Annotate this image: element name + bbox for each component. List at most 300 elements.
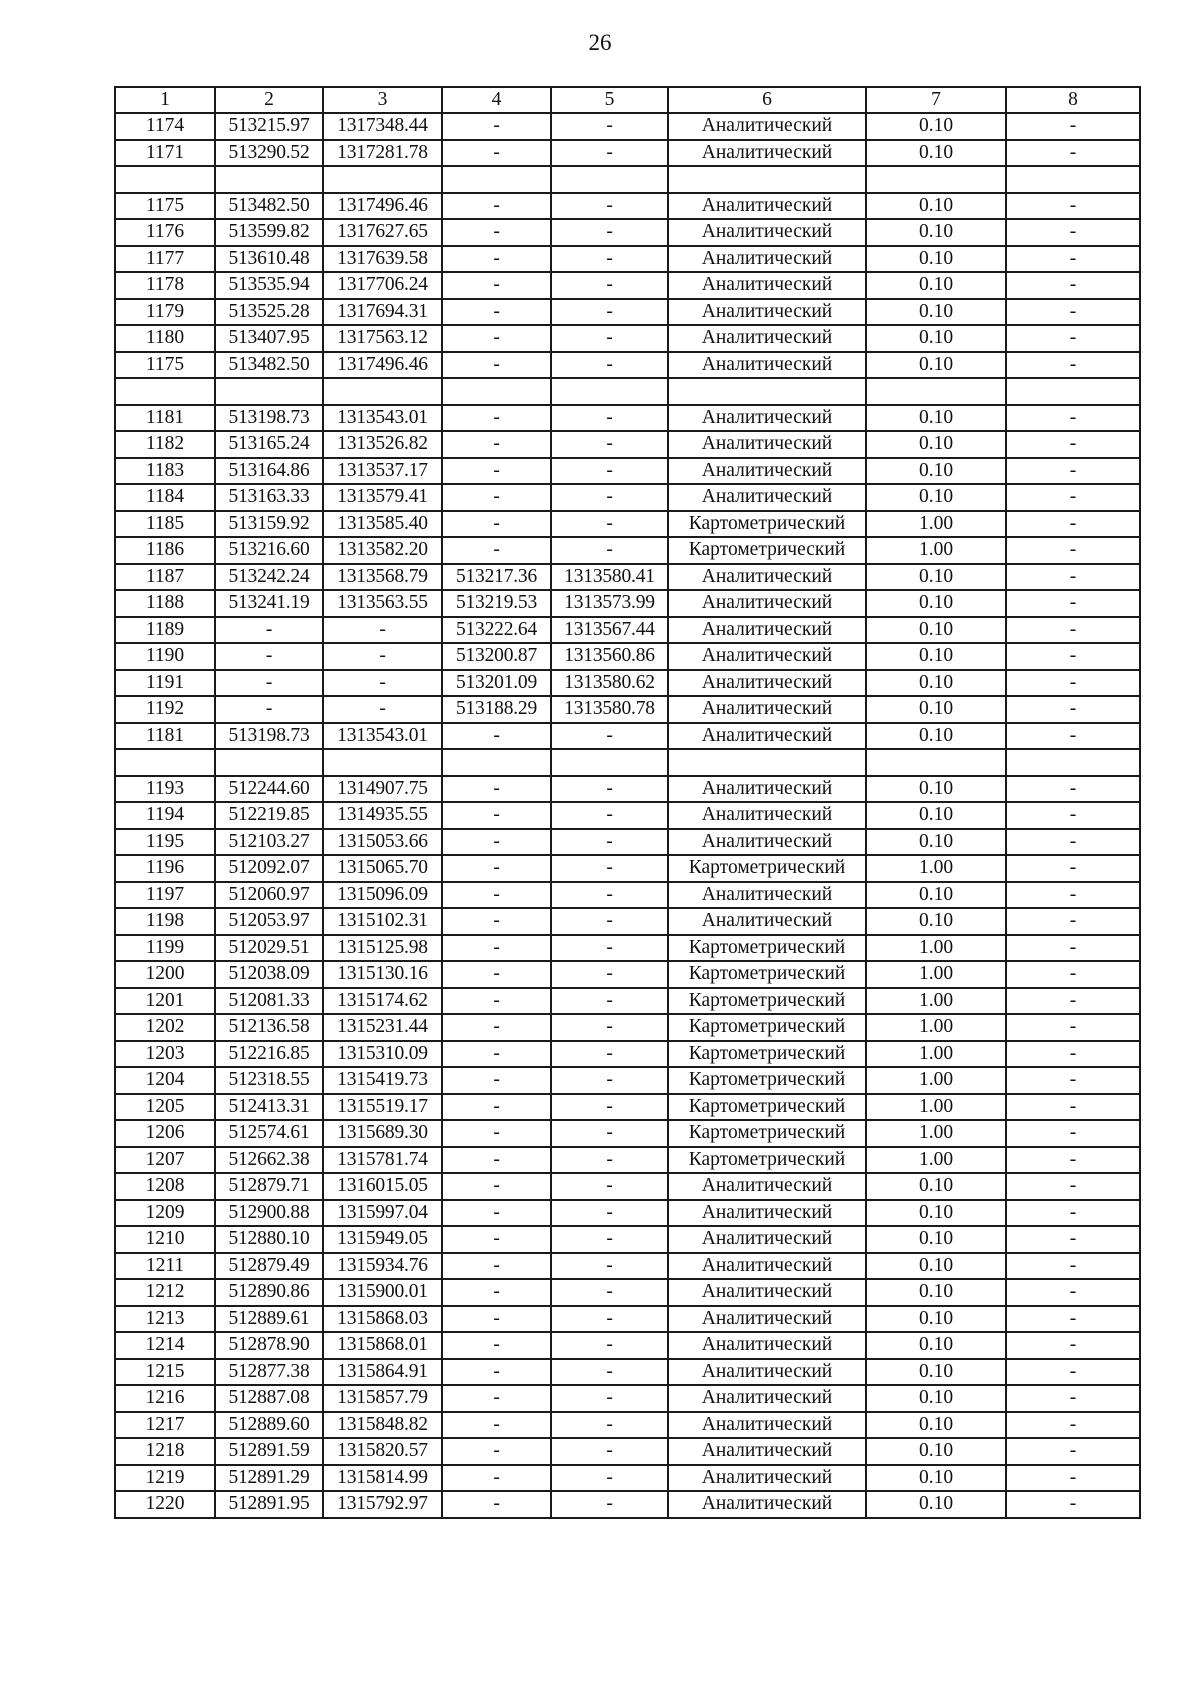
note-cell: - xyxy=(1006,776,1140,803)
y-coordinate-cell: 1317627.65 xyxy=(323,219,442,246)
new-x-cell: - xyxy=(442,1465,551,1492)
point-number-cell: 1192 xyxy=(115,696,215,723)
method-cell: Аналитический xyxy=(668,723,866,750)
point-number-cell: 1209 xyxy=(115,1200,215,1227)
note-cell: - xyxy=(1006,829,1140,856)
note-cell: - xyxy=(1006,1094,1140,1121)
note-cell: - xyxy=(1006,1306,1140,1333)
method-cell: Аналитический xyxy=(668,1412,866,1439)
table-body xyxy=(115,113,1140,1518)
table-row xyxy=(115,617,1140,644)
new-x-cell: - xyxy=(442,1412,551,1439)
point-number-cell: 1219 xyxy=(115,1465,215,1492)
point-number-cell: 1185 xyxy=(115,511,215,538)
note-cell: - xyxy=(1006,193,1140,220)
x-coordinate-cell: 513290.52 xyxy=(215,140,323,167)
accuracy-cell: 0.10 xyxy=(866,908,1006,935)
note-cell: - xyxy=(1006,140,1140,167)
y-coordinate-cell: 1315065.70 xyxy=(323,855,442,882)
point-number-cell: 1189 xyxy=(115,617,215,644)
x-coordinate-cell: 512889.61 xyxy=(215,1306,323,1333)
x-coordinate-cell xyxy=(215,166,323,193)
accuracy-cell: 0.10 xyxy=(866,617,1006,644)
y-coordinate-cell: - xyxy=(323,696,442,723)
note-cell xyxy=(1006,749,1140,776)
note-cell: - xyxy=(1006,1014,1140,1041)
accuracy-cell: 0.10 xyxy=(866,219,1006,246)
point-number-cell: 1213 xyxy=(115,1306,215,1333)
point-number-cell: 1187 xyxy=(115,564,215,591)
note-cell: - xyxy=(1006,1147,1140,1174)
note-cell: - xyxy=(1006,908,1140,935)
new-y-cell: - xyxy=(551,802,668,829)
point-number-cell xyxy=(115,378,215,405)
x-coordinate-cell: 512574.61 xyxy=(215,1120,323,1147)
x-coordinate-cell: 512878.90 xyxy=(215,1332,323,1359)
y-coordinate-cell: 1313568.79 xyxy=(323,564,442,591)
y-coordinate-cell: 1317706.24 xyxy=(323,272,442,299)
note-cell: - xyxy=(1006,113,1140,140)
new-x-cell: - xyxy=(442,1173,551,1200)
y-coordinate-cell: 1315792.97 xyxy=(323,1491,442,1518)
new-y-cell: - xyxy=(551,299,668,326)
table-row xyxy=(115,299,1140,326)
new-x-cell: - xyxy=(442,458,551,485)
new-y-cell: - xyxy=(551,1306,668,1333)
new-y-cell: 1313580.78 xyxy=(551,696,668,723)
new-x-cell: - xyxy=(442,961,551,988)
y-coordinate-cell: 1315857.79 xyxy=(323,1385,442,1412)
note-cell: - xyxy=(1006,1226,1140,1253)
x-coordinate-cell: 512216.85 xyxy=(215,1041,323,1068)
note-cell: - xyxy=(1006,802,1140,829)
y-coordinate-cell: 1315820.57 xyxy=(323,1438,442,1465)
point-number-cell: 1178 xyxy=(115,272,215,299)
table-row xyxy=(115,325,1140,352)
x-coordinate-cell: 512877.38 xyxy=(215,1359,323,1386)
table-row xyxy=(115,511,1140,538)
y-coordinate-cell: - xyxy=(323,670,442,697)
new-x-cell: 513222.64 xyxy=(442,617,551,644)
new-y-cell: - xyxy=(551,511,668,538)
method-cell xyxy=(668,749,866,776)
note-cell: - xyxy=(1006,458,1140,485)
method-cell: Аналитический xyxy=(668,1385,866,1412)
new-y-cell: - xyxy=(551,352,668,379)
x-coordinate-cell: 512891.29 xyxy=(215,1465,323,1492)
new-y-cell xyxy=(551,166,668,193)
accuracy-cell xyxy=(866,166,1006,193)
method-cell: Аналитический xyxy=(668,405,866,432)
x-coordinate-cell: 513198.73 xyxy=(215,405,323,432)
point-number-cell: 1196 xyxy=(115,855,215,882)
accuracy-cell: 0.10 xyxy=(866,564,1006,591)
method-cell: Аналитический xyxy=(668,617,866,644)
new-y-cell: - xyxy=(551,1491,668,1518)
new-x-cell: - xyxy=(442,776,551,803)
note-cell: - xyxy=(1006,325,1140,352)
point-number-cell: 1197 xyxy=(115,882,215,909)
page-number: 26 xyxy=(588,30,612,55)
table-row xyxy=(115,1465,1140,1492)
method-cell: Аналитический xyxy=(668,1491,866,1518)
new-y-cell: - xyxy=(551,1173,668,1200)
column-header: 8 xyxy=(1006,87,1140,113)
table-row xyxy=(115,802,1140,829)
new-x-cell: - xyxy=(442,1041,551,1068)
table-row xyxy=(115,1200,1140,1227)
method-cell: Аналитический xyxy=(668,802,866,829)
new-x-cell: - xyxy=(442,325,551,352)
y-coordinate-cell: 1315900.01 xyxy=(323,1279,442,1306)
note-cell: - xyxy=(1006,935,1140,962)
accuracy-cell: 1.00 xyxy=(866,511,1006,538)
new-y-cell: - xyxy=(551,882,668,909)
table-row xyxy=(115,1279,1140,1306)
method-cell: Аналитический xyxy=(668,829,866,856)
point-number-cell: 1198 xyxy=(115,908,215,935)
point-number-cell: 1195 xyxy=(115,829,215,856)
point-number-cell xyxy=(115,166,215,193)
note-cell: - xyxy=(1006,1067,1140,1094)
y-coordinate-cell: 1313582.20 xyxy=(323,537,442,564)
accuracy-cell: 0.10 xyxy=(866,802,1006,829)
new-y-cell: - xyxy=(551,1438,668,1465)
y-coordinate-cell: 1313543.01 xyxy=(323,405,442,432)
new-x-cell: - xyxy=(442,1385,551,1412)
new-x-cell: - xyxy=(442,1094,551,1121)
method-cell: Картометрический xyxy=(668,1147,866,1174)
y-coordinate-cell: 1317563.12 xyxy=(323,325,442,352)
accuracy-cell: 0.10 xyxy=(866,431,1006,458)
new-x-cell: - xyxy=(442,1200,551,1227)
method-cell: Аналитический xyxy=(668,1200,866,1227)
y-coordinate-cell: 1313563.55 xyxy=(323,590,442,617)
accuracy-cell: 0.10 xyxy=(866,1359,1006,1386)
x-coordinate-cell: 513165.24 xyxy=(215,431,323,458)
accuracy-cell: 0.10 xyxy=(866,590,1006,617)
note-cell: - xyxy=(1006,246,1140,273)
method-cell: Аналитический xyxy=(668,882,866,909)
method-cell: Аналитический xyxy=(668,1438,866,1465)
table-row xyxy=(115,935,1140,962)
point-number-cell: 1181 xyxy=(115,723,215,750)
new-y-cell: - xyxy=(551,405,668,432)
accuracy-cell: 0.10 xyxy=(866,325,1006,352)
note-cell: - xyxy=(1006,272,1140,299)
y-coordinate-cell: 1317639.58 xyxy=(323,246,442,273)
accuracy-cell xyxy=(866,749,1006,776)
table-row xyxy=(115,855,1140,882)
x-coordinate-cell: 512891.95 xyxy=(215,1491,323,1518)
method-cell: Картометрический xyxy=(668,855,866,882)
coordinates-table xyxy=(114,86,1141,1519)
method-cell: Аналитический xyxy=(668,1173,866,1200)
new-x-cell: - xyxy=(442,352,551,379)
point-number-cell: 1182 xyxy=(115,431,215,458)
method-cell: Аналитический xyxy=(668,219,866,246)
table-row xyxy=(115,1120,1140,1147)
method-cell: Аналитический xyxy=(668,1332,866,1359)
table-row xyxy=(115,405,1140,432)
note-cell: - xyxy=(1006,1438,1140,1465)
x-coordinate-cell: 513599.82 xyxy=(215,219,323,246)
note-cell: - xyxy=(1006,1332,1140,1359)
x-coordinate-cell: - xyxy=(215,696,323,723)
x-coordinate-cell: 512029.51 xyxy=(215,935,323,962)
x-coordinate-cell: 512103.27 xyxy=(215,829,323,856)
table-row xyxy=(115,670,1140,697)
point-number-cell: 1210 xyxy=(115,1226,215,1253)
note-cell: - xyxy=(1006,1041,1140,1068)
point-number-cell: 1205 xyxy=(115,1094,215,1121)
point-number-cell: 1218 xyxy=(115,1438,215,1465)
method-cell: Картометрический xyxy=(668,1094,866,1121)
accuracy-cell: 0.10 xyxy=(866,1200,1006,1227)
method-cell: Картометрический xyxy=(668,988,866,1015)
method-cell: Аналитический xyxy=(668,1253,866,1280)
new-x-cell: - xyxy=(442,908,551,935)
x-coordinate-cell: 513215.97 xyxy=(215,113,323,140)
method-cell: Аналитический xyxy=(668,1226,866,1253)
table-row xyxy=(115,564,1140,591)
new-y-cell: - xyxy=(551,776,668,803)
table-row xyxy=(115,1041,1140,1068)
note-cell: - xyxy=(1006,1385,1140,1412)
new-y-cell: - xyxy=(551,961,668,988)
new-y-cell: - xyxy=(551,219,668,246)
note-cell: - xyxy=(1006,1253,1140,1280)
y-coordinate-cell: 1315868.03 xyxy=(323,1306,442,1333)
new-x-cell: - xyxy=(442,537,551,564)
note-cell: - xyxy=(1006,1412,1140,1439)
x-coordinate-cell: 513482.50 xyxy=(215,193,323,220)
note-cell: - xyxy=(1006,590,1140,617)
accuracy-cell: 0.10 xyxy=(866,829,1006,856)
x-coordinate-cell: 513610.48 xyxy=(215,246,323,273)
y-coordinate-cell: 1315864.91 xyxy=(323,1359,442,1386)
accuracy-cell: 0.10 xyxy=(866,1438,1006,1465)
point-number-cell: 1202 xyxy=(115,1014,215,1041)
table-row xyxy=(115,749,1140,776)
accuracy-cell: 1.00 xyxy=(866,1120,1006,1147)
x-coordinate-cell: 512879.49 xyxy=(215,1253,323,1280)
y-coordinate-cell: - xyxy=(323,643,442,670)
point-number-cell: 1177 xyxy=(115,246,215,273)
accuracy-cell: 0.10 xyxy=(866,352,1006,379)
y-coordinate-cell: 1315231.44 xyxy=(323,1014,442,1041)
column-header: 5 xyxy=(551,87,668,113)
accuracy-cell: 0.10 xyxy=(866,1253,1006,1280)
note-cell: - xyxy=(1006,1120,1140,1147)
point-number-cell: 1176 xyxy=(115,219,215,246)
new-x-cell: - xyxy=(442,1306,551,1333)
point-number-cell: 1183 xyxy=(115,458,215,485)
new-x-cell: - xyxy=(442,511,551,538)
x-coordinate-cell: 512081.33 xyxy=(215,988,323,1015)
accuracy-cell: 1.00 xyxy=(866,1147,1006,1174)
y-coordinate-cell: 1315949.05 xyxy=(323,1226,442,1253)
new-x-cell: - xyxy=(442,431,551,458)
new-y-cell xyxy=(551,749,668,776)
new-x-cell: - xyxy=(442,299,551,326)
new-x-cell: 513188.29 xyxy=(442,696,551,723)
point-number-cell: 1212 xyxy=(115,1279,215,1306)
y-coordinate-cell: 1313579.41 xyxy=(323,484,442,511)
new-x-cell: - xyxy=(442,1332,551,1359)
table-row xyxy=(115,1253,1140,1280)
table-row xyxy=(115,1173,1140,1200)
new-y-cell: - xyxy=(551,140,668,167)
new-x-cell: - xyxy=(442,405,551,432)
table-row xyxy=(115,1438,1140,1465)
point-number-cell: 1199 xyxy=(115,935,215,962)
method-cell: Аналитический xyxy=(668,1279,866,1306)
accuracy-cell: 0.10 xyxy=(866,1173,1006,1200)
accuracy-cell: 0.10 xyxy=(866,113,1006,140)
new-y-cell: 1313573.99 xyxy=(551,590,668,617)
note-cell: - xyxy=(1006,511,1140,538)
new-x-cell: - xyxy=(442,1253,551,1280)
new-y-cell: - xyxy=(551,113,668,140)
accuracy-cell: 1.00 xyxy=(866,1014,1006,1041)
note-cell: - xyxy=(1006,564,1140,591)
x-coordinate-cell: 513216.60 xyxy=(215,537,323,564)
x-coordinate-cell: 513198.73 xyxy=(215,723,323,750)
new-x-cell: - xyxy=(442,855,551,882)
accuracy-cell: 0.10 xyxy=(866,140,1006,167)
x-coordinate-cell: 512092.07 xyxy=(215,855,323,882)
new-y-cell: 1313560.86 xyxy=(551,643,668,670)
new-y-cell: - xyxy=(551,1385,668,1412)
accuracy-cell: 0.10 xyxy=(866,1385,1006,1412)
new-x-cell: - xyxy=(442,1014,551,1041)
point-number-cell: 1211 xyxy=(115,1253,215,1280)
y-coordinate-cell: 1315419.73 xyxy=(323,1067,442,1094)
point-number-cell: 1203 xyxy=(115,1041,215,1068)
point-number-cell: 1190 xyxy=(115,643,215,670)
point-number-cell: 1191 xyxy=(115,670,215,697)
x-coordinate-cell: - xyxy=(215,617,323,644)
y-coordinate-cell: 1317694.31 xyxy=(323,299,442,326)
method-cell: Аналитический xyxy=(668,1465,866,1492)
method-cell: Картометрический xyxy=(668,1067,866,1094)
x-coordinate-cell: 512038.09 xyxy=(215,961,323,988)
table-row xyxy=(115,1385,1140,1412)
new-x-cell: - xyxy=(442,1359,551,1386)
accuracy-cell: 0.10 xyxy=(866,458,1006,485)
table-row xyxy=(115,352,1140,379)
note-cell xyxy=(1006,378,1140,405)
new-y-cell: - xyxy=(551,855,668,882)
y-coordinate-cell: 1315096.09 xyxy=(323,882,442,909)
table-row xyxy=(115,431,1140,458)
method-cell: Аналитический xyxy=(668,325,866,352)
new-y-cell: 1313580.41 xyxy=(551,564,668,591)
point-number-cell: 1201 xyxy=(115,988,215,1015)
method-cell: Аналитический xyxy=(668,696,866,723)
new-y-cell: 1313580.62 xyxy=(551,670,668,697)
method-cell xyxy=(668,378,866,405)
accuracy-cell: 1.00 xyxy=(866,935,1006,962)
note-cell: - xyxy=(1006,696,1140,723)
table-row xyxy=(115,1332,1140,1359)
method-cell: Аналитический xyxy=(668,272,866,299)
new-x-cell: 513219.53 xyxy=(442,590,551,617)
column-header: 6 xyxy=(668,87,866,113)
accuracy-cell: 0.10 xyxy=(866,1332,1006,1359)
note-cell: - xyxy=(1006,1465,1140,1492)
y-coordinate-cell: 1317496.46 xyxy=(323,193,442,220)
new-x-cell: - xyxy=(442,140,551,167)
x-coordinate-cell: 512219.85 xyxy=(215,802,323,829)
table-row xyxy=(115,908,1140,935)
new-x-cell: - xyxy=(442,246,551,273)
method-cell: Аналитический xyxy=(668,458,866,485)
table-row xyxy=(115,829,1140,856)
method-cell: Аналитический xyxy=(668,299,866,326)
new-y-cell xyxy=(551,378,668,405)
new-x-cell: - xyxy=(442,1067,551,1094)
table-row xyxy=(115,643,1140,670)
point-number-cell: 1181 xyxy=(115,405,215,432)
new-x-cell: - xyxy=(442,193,551,220)
column-header: 3 xyxy=(323,87,442,113)
new-x-cell: - xyxy=(442,802,551,829)
x-coordinate-cell: 513241.19 xyxy=(215,590,323,617)
x-coordinate-cell: 513164.86 xyxy=(215,458,323,485)
new-x-cell: - xyxy=(442,1120,551,1147)
point-number-cell: 1180 xyxy=(115,325,215,352)
method-cell: Аналитический xyxy=(668,193,866,220)
accuracy-cell: 0.10 xyxy=(866,696,1006,723)
point-number-cell: 1184 xyxy=(115,484,215,511)
table-row xyxy=(115,1306,1140,1333)
new-y-cell: - xyxy=(551,1200,668,1227)
new-x-cell xyxy=(442,166,551,193)
y-coordinate-cell: 1315997.04 xyxy=(323,1200,442,1227)
x-coordinate-cell: 513482.50 xyxy=(215,352,323,379)
accuracy-cell: 0.10 xyxy=(866,882,1006,909)
new-y-cell: - xyxy=(551,1120,668,1147)
y-coordinate-cell: 1313543.01 xyxy=(323,723,442,750)
accuracy-cell: 0.10 xyxy=(866,1279,1006,1306)
new-x-cell: - xyxy=(442,484,551,511)
x-coordinate-cell: 512880.10 xyxy=(215,1226,323,1253)
x-coordinate-cell: 512879.71 xyxy=(215,1173,323,1200)
y-coordinate-cell: 1317496.46 xyxy=(323,352,442,379)
accuracy-cell: 0.10 xyxy=(866,670,1006,697)
note-cell: - xyxy=(1006,431,1140,458)
x-coordinate-cell: 513407.95 xyxy=(215,325,323,352)
x-coordinate-cell xyxy=(215,749,323,776)
method-cell: Аналитический xyxy=(668,1306,866,1333)
x-coordinate-cell: 513159.92 xyxy=(215,511,323,538)
accuracy-cell: 0.10 xyxy=(866,405,1006,432)
column-header: 1 xyxy=(115,87,215,113)
accuracy-cell: 0.10 xyxy=(866,1226,1006,1253)
table-row xyxy=(115,140,1140,167)
accuracy-cell: 1.00 xyxy=(866,1041,1006,1068)
point-number-cell: 1188 xyxy=(115,590,215,617)
new-x-cell: - xyxy=(442,272,551,299)
method-cell: Аналитический xyxy=(668,564,866,591)
y-coordinate-cell: 1315868.01 xyxy=(323,1332,442,1359)
table-header-row xyxy=(115,87,1140,113)
point-number-cell: 1220 xyxy=(115,1491,215,1518)
y-coordinate-cell xyxy=(323,749,442,776)
x-coordinate-cell: 512318.55 xyxy=(215,1067,323,1094)
